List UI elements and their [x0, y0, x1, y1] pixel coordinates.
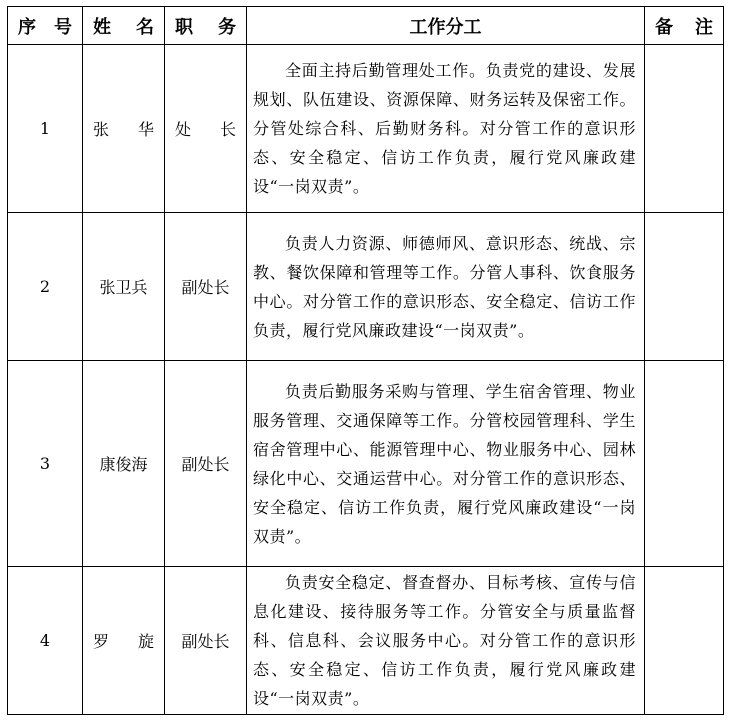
header-name: 姓名	[83, 7, 165, 45]
row-duties	[247, 361, 645, 567]
row-index: 2	[8, 213, 83, 361]
duties-text: 负责后勤服务采购与管理、学生宿舍管理、物业服务管理、交通保障等工作。分管校园管理科、学生宿舍管理中心、能源管理中心、物业服务中心、园林绿化中心、交通运营中心。对分管工作的意识形态、安全稳定、信访工作负责，履行党风廉政建设“一岗双责”。	[253, 381, 636, 546]
row-index: 3	[8, 361, 83, 567]
row-index: 4	[8, 567, 83, 715]
row-remarks	[645, 45, 724, 213]
duties-text: 负责人力资源、师德师风、意识形态、统战、宗教、餐饮保障和管理等工作。分管人事科、饮食服务中心。对分管工作的意识形态、安全稳定、信访工作负责，履行党风廉政建设“一岗双责”。	[253, 233, 636, 340]
row-remarks	[645, 213, 724, 361]
duty-assignment-table	[7, 6, 724, 715]
table-row	[8, 45, 724, 213]
row-name: 张华	[83, 45, 165, 213]
row-duties	[247, 567, 645, 715]
row-remarks	[645, 361, 724, 567]
row-title: 副处长	[165, 567, 247, 715]
row-title: 处长	[165, 45, 247, 213]
row-duties	[247, 45, 645, 213]
table-row	[8, 361, 724, 567]
header-title: 职务	[165, 7, 247, 45]
row-remarks	[645, 567, 724, 715]
header-remarks: 备注	[645, 7, 724, 45]
row-name: 康俊海	[83, 361, 165, 567]
row-name: 罗旋	[83, 567, 165, 715]
header-duties: 工作分工	[247, 7, 645, 45]
header-index: 序号	[8, 7, 83, 45]
header-row	[8, 7, 724, 45]
row-title: 副处长	[165, 361, 247, 567]
duties-text: 全面主持后勤管理处工作。负责党的建设、发展规划、队伍建设、资源保障、财务运转及保密工作。分管处综合科、后勤财务科。对分管工作的意识形态、安全稳定、信访工作负责，履行党风廉政建设“一岗双责”。	[253, 61, 636, 196]
row-title: 副处长	[165, 213, 247, 361]
table-row	[8, 213, 724, 361]
table-row	[8, 567, 724, 715]
row-name: 张卫兵	[83, 213, 165, 361]
duties-text: 负责安全稳定、督查督办、目标考核、宣传与信息化建设、接待服务等工作。分管安全与质量监督科、信息科、会议服务中心。对分管工作的意识形态、安全稳定、信访工作负责，履行党风廉政建设“一岗双责”。	[253, 573, 636, 708]
row-duties	[247, 213, 645, 361]
row-index: 1	[8, 45, 83, 213]
